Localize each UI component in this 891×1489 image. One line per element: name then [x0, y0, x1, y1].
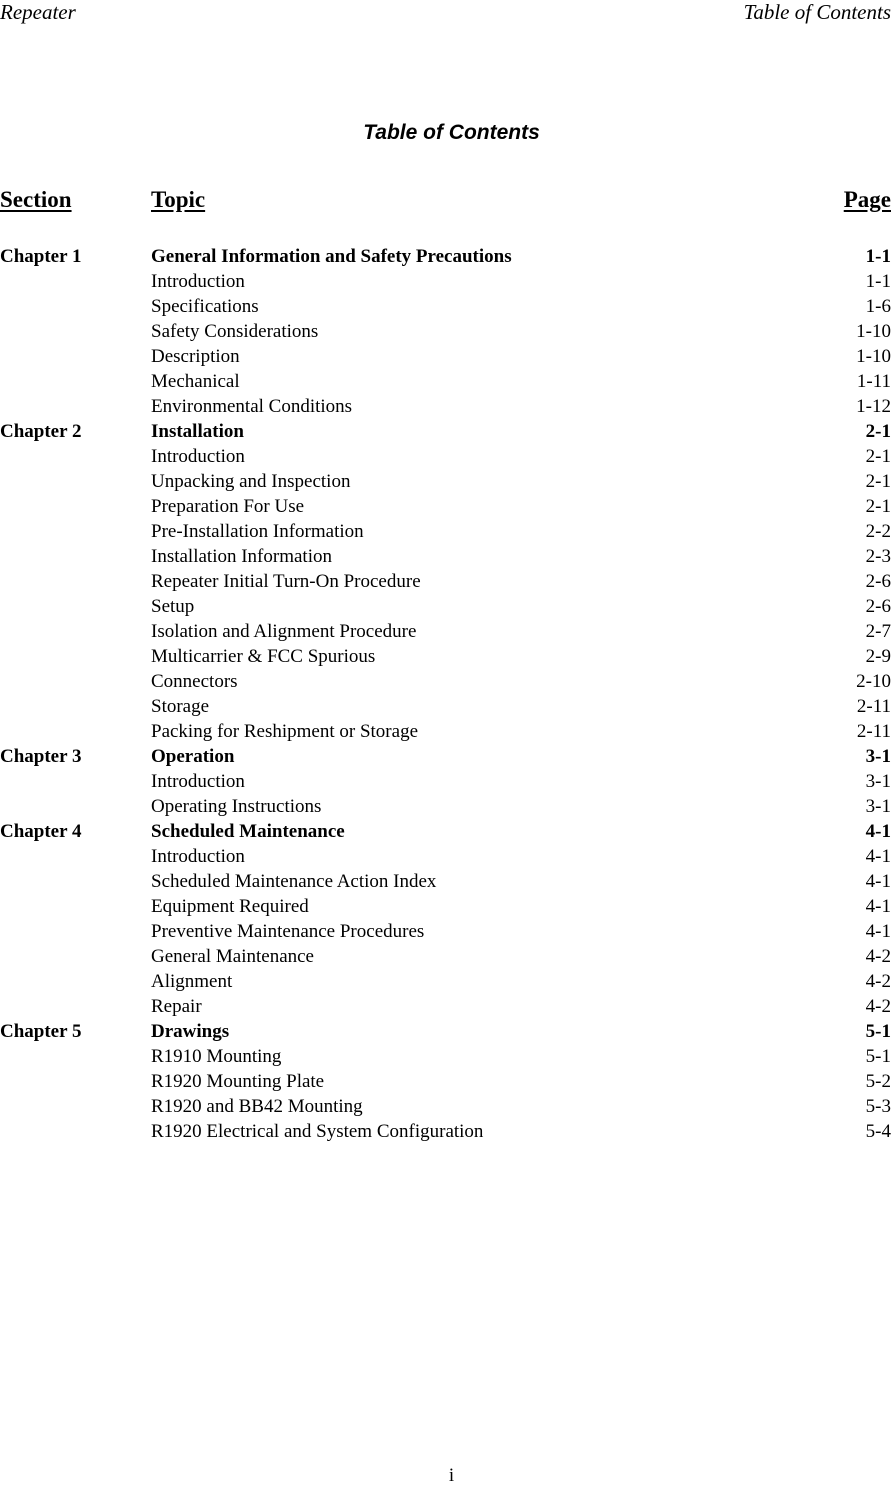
entry-topic: Storage	[151, 696, 210, 717]
entry-topic: Safety Considerations	[151, 321, 319, 342]
toc-entry-row[interactable]	[0, 969, 891, 994]
entry-page-number: 2-1	[865, 446, 891, 467]
entry-topic: Setup	[151, 596, 195, 617]
header-section-name: Table of Contents	[743, 0, 891, 24]
toc-entry-row[interactable]	[0, 694, 891, 719]
chapter-page-number: 4-1	[865, 821, 891, 842]
chapter-topic: Operation	[151, 746, 235, 767]
chapter-page-number: 3-1	[865, 746, 891, 767]
entry-page-number: 2-9	[865, 646, 891, 667]
toc-entry-row[interactable]	[0, 1094, 891, 1119]
toc-entry-row[interactable]	[0, 394, 891, 419]
entry-topic: Packing for Reshipment or Storage	[151, 721, 419, 742]
page-title: Table of Contents	[363, 121, 540, 144]
toc-entry-row[interactable]	[0, 769, 891, 794]
chapter-topic: Scheduled Maintenance	[151, 821, 345, 842]
entry-topic: Connectors	[151, 671, 238, 692]
entry-topic: Introduction	[151, 446, 245, 467]
entry-page-number: 1-10	[856, 346, 891, 367]
toc-chapter-row[interactable]	[0, 1019, 891, 1044]
entry-topic: R1920 Electrical and System Configuration	[151, 1121, 484, 1142]
toc-chapter-row[interactable]	[0, 744, 891, 769]
entry-topic: Pre-Installation Information	[151, 521, 364, 542]
column-header-page: Page	[843, 187, 891, 212]
toc-entry-row[interactable]	[0, 869, 891, 894]
entry-page-number: 1-11	[856, 371, 891, 392]
entry-topic: Preparation For Use	[151, 496, 305, 517]
entry-topic: General Maintenance	[151, 946, 314, 967]
toc-entry-row[interactable]	[0, 1044, 891, 1069]
entry-topic: Alignment	[151, 971, 233, 992]
toc-entry-row[interactable]	[0, 994, 891, 1019]
entry-topic: Mechanical	[151, 371, 240, 392]
entry-topic: Repair	[151, 996, 202, 1017]
entry-topic: Introduction	[151, 846, 245, 867]
entry-page-number: 4-1	[865, 896, 891, 917]
chapter-label: Chapter 1	[0, 246, 82, 267]
entry-page-number: 2-6	[865, 596, 891, 617]
running-header	[0, 0, 891, 26]
toc-entry-row[interactable]	[0, 369, 891, 394]
toc-entry-row[interactable]	[0, 669, 891, 694]
toc-entry-row[interactable]	[0, 944, 891, 969]
toc-entry-row[interactable]	[0, 494, 891, 519]
entry-page-number: 4-1	[865, 871, 891, 892]
chapter-label: Chapter 2	[0, 421, 82, 442]
entry-page-number: 1-12	[856, 396, 891, 417]
toc-entry-row[interactable]	[0, 319, 891, 344]
toc-entry-row[interactable]	[0, 469, 891, 494]
toc-entry-row[interactable]	[0, 519, 891, 544]
entry-page-number: 2-10	[856, 671, 891, 692]
toc-chapter-row[interactable]	[0, 244, 891, 269]
column-header-topic: Topic	[151, 187, 206, 212]
toc-chapter-row[interactable]	[0, 819, 891, 844]
toc-entry-row[interactable]	[0, 544, 891, 569]
column-header-section: Section	[0, 187, 72, 212]
toc-entry-row[interactable]	[0, 794, 891, 819]
entry-topic: Installation Information	[151, 546, 332, 567]
entry-page-number: 3-1	[865, 771, 891, 792]
entry-page-number: 4-1	[865, 846, 891, 867]
entry-page-number: 1-1	[865, 271, 891, 292]
entry-page-number: 2-3	[865, 546, 891, 567]
chapter-topic: Drawings	[151, 1021, 230, 1042]
entry-topic: Unpacking and Inspection	[151, 471, 351, 492]
entry-page-number: 5-1	[865, 1046, 891, 1067]
entry-topic: Isolation and Alignment Procedure	[151, 621, 417, 642]
entry-topic: Specifications	[151, 296, 259, 317]
entry-topic: R1910 Mounting	[151, 1046, 282, 1067]
entry-topic: Preventive Maintenance Procedures	[151, 921, 425, 942]
entry-page-number: 4-2	[865, 996, 891, 1017]
entry-topic: R1920 Mounting Plate	[151, 1071, 325, 1092]
toc-entry-row[interactable]	[0, 269, 891, 294]
toc-entry-row[interactable]	[0, 344, 891, 369]
toc-entry-row[interactable]	[0, 594, 891, 619]
toc-entry-row[interactable]	[0, 569, 891, 594]
toc-entry-row[interactable]	[0, 844, 891, 869]
entry-page-number: 2-2	[865, 521, 891, 542]
chapter-label: Chapter 4	[0, 821, 82, 842]
entry-page-number: 2-6	[865, 571, 891, 592]
entry-topic: Equipment Required	[151, 896, 309, 917]
entry-page-number: 2-1	[865, 496, 891, 517]
entry-page-number: 2-11	[856, 696, 891, 717]
entry-page-number: 4-2	[865, 946, 891, 967]
entry-topic: Repeater Initial Turn-On Procedure	[151, 571, 421, 592]
toc-entry-row[interactable]	[0, 644, 891, 669]
chapter-topic: Installation	[151, 421, 244, 442]
chapter-label: Chapter 5	[0, 1021, 82, 1042]
chapter-page-number: 5-1	[865, 1021, 891, 1042]
toc-entry-row[interactable]	[0, 719, 891, 744]
entry-page-number: 5-2	[865, 1071, 891, 1092]
entry-topic: Multicarrier & FCC Spurious	[151, 646, 376, 667]
toc-entry-row[interactable]	[0, 444, 891, 469]
entry-page-number: 2-7	[865, 621, 891, 642]
entry-page-number: 2-1	[865, 471, 891, 492]
entry-topic: Introduction	[151, 271, 245, 292]
entry-page-number: 1-6	[865, 296, 891, 317]
toc-list	[0, 244, 891, 1144]
toc-entry-row[interactable]	[0, 919, 891, 944]
header-document-name: Repeater	[0, 0, 76, 24]
toc-column-headers	[0, 186, 891, 216]
entry-topic: Description	[151, 346, 240, 367]
entry-page-number: 2-11	[856, 721, 891, 742]
entry-page-number: 3-1	[865, 796, 891, 817]
chapter-page-number: 2-1	[865, 421, 891, 442]
entry-page-number: 4-2	[865, 971, 891, 992]
toc-entry-row[interactable]	[0, 294, 891, 319]
entry-page-number: 4-1	[865, 921, 891, 942]
entry-page-number: 5-4	[865, 1121, 891, 1142]
entry-page-number: 5-3	[865, 1096, 891, 1117]
entry-topic: Introduction	[151, 771, 245, 792]
toc-entry-row[interactable]	[0, 894, 891, 919]
entry-topic: Environmental Conditions	[151, 396, 353, 417]
toc-entry-row[interactable]	[0, 619, 891, 644]
toc-entry-row[interactable]	[0, 1119, 891, 1144]
page-number: i	[448, 1465, 455, 1486]
entry-page-number: 1-10	[856, 321, 891, 342]
chapter-page-number: 1-1	[865, 246, 891, 267]
entry-topic: Operating Instructions	[151, 796, 322, 817]
toc-chapter-row[interactable]	[0, 419, 891, 444]
entry-topic: R1920 and BB42 Mounting	[151, 1096, 363, 1117]
toc-entry-row[interactable]	[0, 1069, 891, 1094]
chapter-topic: General Information and Safety Precautions	[151, 246, 512, 267]
chapter-label: Chapter 3	[0, 746, 82, 767]
entry-topic: Scheduled Maintenance Action Index	[151, 871, 437, 892]
